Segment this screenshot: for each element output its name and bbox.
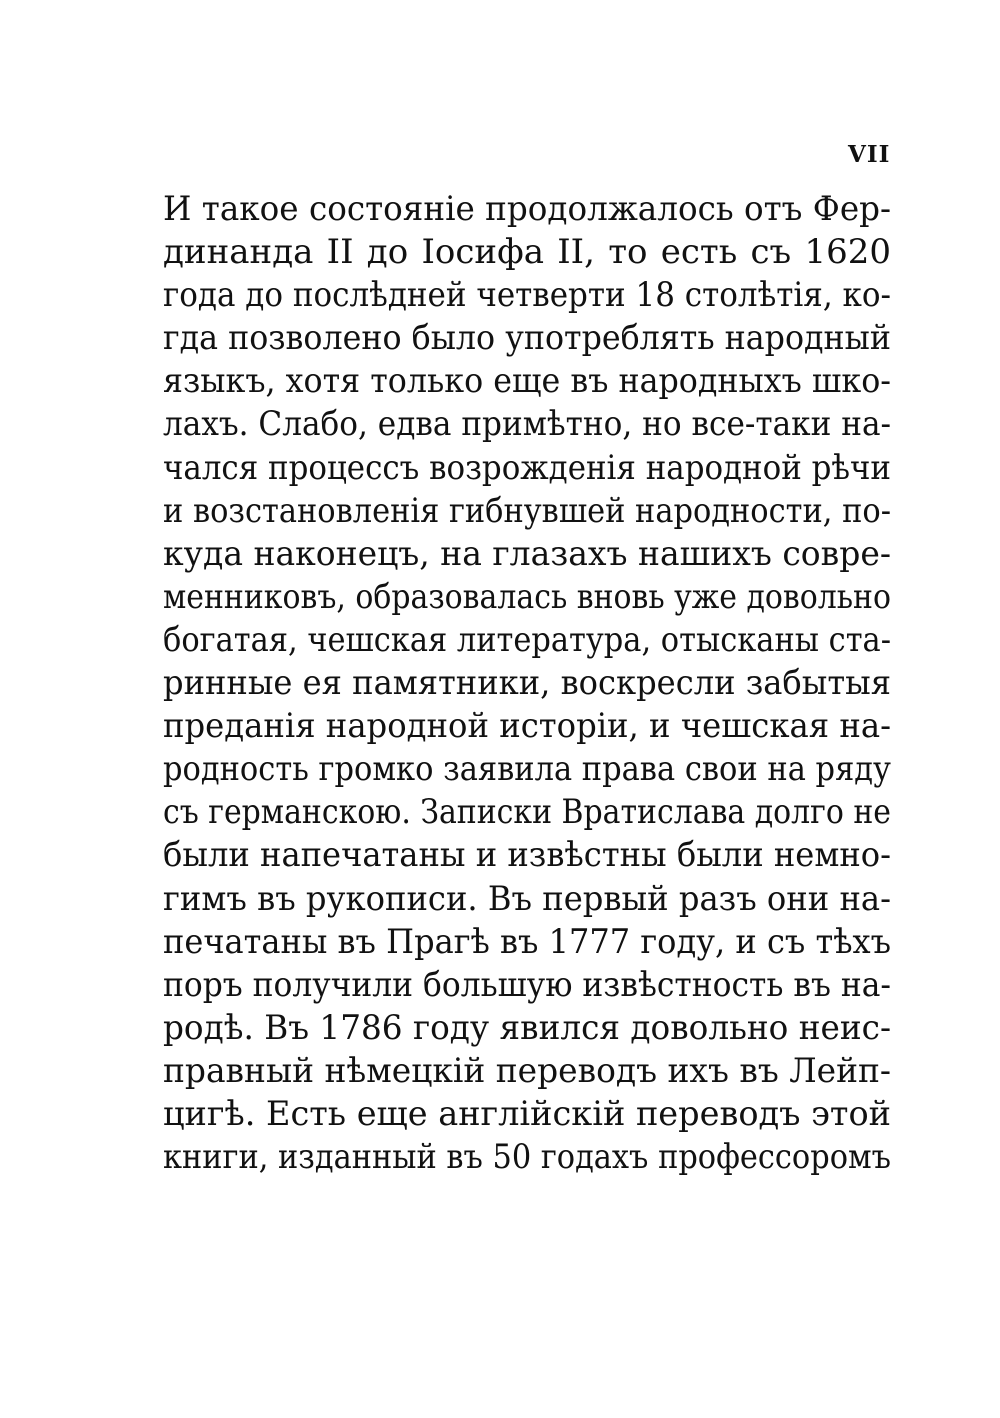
text-line: языкъ, хотя только еще въ народныхъ шко-	[163, 361, 891, 402]
text-line: были напечатаны и извѣстны были немно-	[163, 835, 891, 876]
text-line: чался процессъ возрожденія народной рѣчи	[163, 447, 891, 488]
text-line: гимъ въ рукописи. Въ первый разъ они на-	[163, 878, 891, 919]
text-line: И такое состояніе продолжалось отъ Фер-	[163, 189, 891, 229]
text-line: динанда II до Іосифа II, то есть съ 1620	[163, 232, 891, 273]
text-line: преданія народной исторіи, и чешская на-	[163, 706, 891, 747]
text-line: богатая, чешская литература, отысканы ста-	[163, 619, 891, 660]
text-line: съ германскою. Записки Вратислава долго не	[163, 792, 891, 833]
text-line: гда позволено было употреблять народный	[163, 318, 891, 359]
text-line: лахъ. Слабо, едва примѣтно, но все-таки на-	[163, 404, 891, 445]
text-line: печатаны въ Прагѣ въ 1777 году, и съ тѣхъ	[163, 921, 891, 962]
text-line: правный нѣмецкій переводъ ихъ въ Лейп-	[163, 1050, 891, 1091]
page-number: VII	[848, 141, 891, 168]
text-line: и возстановленія гибнувшей народности, по-	[163, 490, 891, 531]
text-line: менниковъ, образовалась вновь уже довольно	[163, 576, 891, 617]
body-text	[163, 188, 891, 1179]
text-line: книги, изданный въ 50 годахъ профессоромъ	[163, 1137, 891, 1178]
text-line: ринные ея памятники, воскресли забытыя	[163, 663, 891, 704]
text-line: года до послѣдней четверти 18 столѣтія, ко-	[163, 275, 891, 316]
text-line: поръ получили большую извѣстность въ на-	[163, 964, 891, 1005]
text-line: куда наконецъ, на глазахъ нашихъ совре-	[163, 533, 891, 574]
text-line: родность громко заявила права свои на ряду	[163, 749, 891, 790]
text-line: цигѣ. Есть еще англійскій переводъ этой	[163, 1093, 891, 1134]
text-line: родѣ. Въ 1786 году явился довольно неис-	[163, 1007, 891, 1048]
